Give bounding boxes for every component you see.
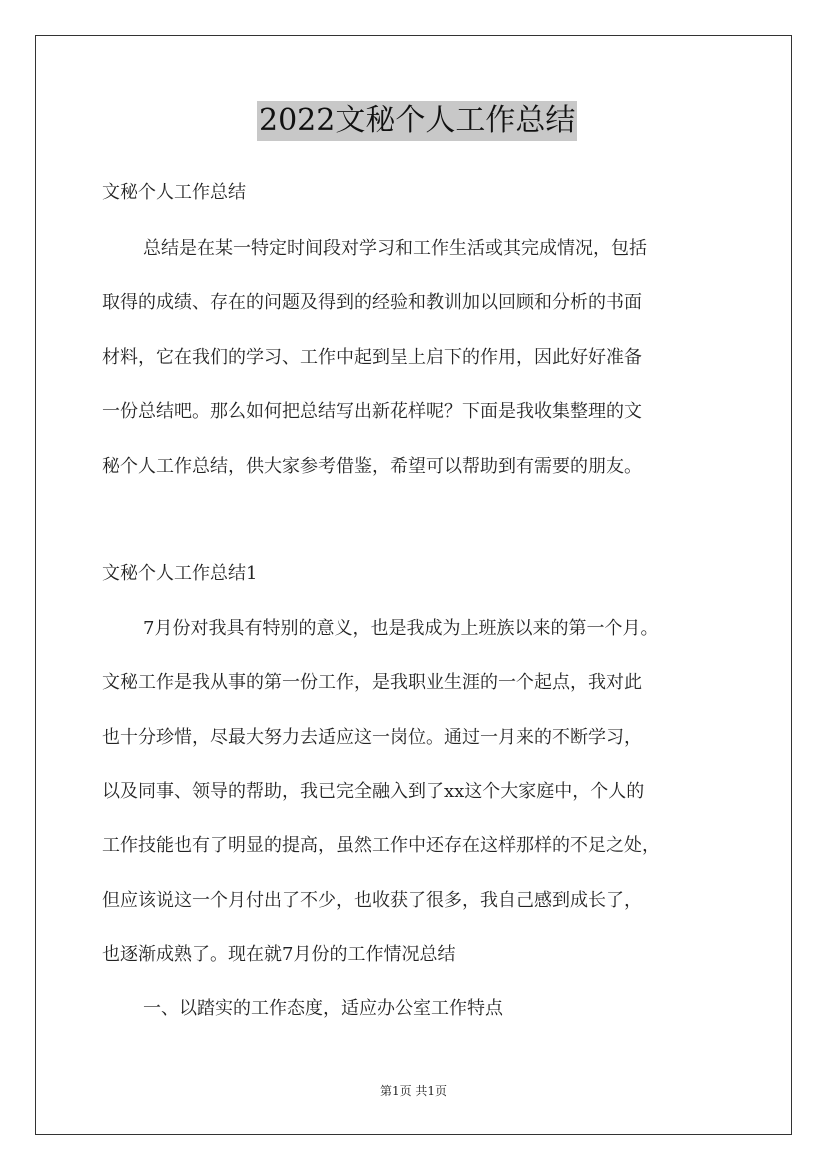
paragraph-line: 一份总结吧。那么如何把总结写出新花样呢？下面是我收集整理的文 <box>102 401 642 422</box>
paragraph-line: 秘个人工作总结，供大家参考借鉴，希望可以帮助到有需要的朋友。 <box>102 456 642 477</box>
section-heading: 文秘个人工作总结 <box>102 182 246 203</box>
subsection-heading: 一、以踏实的工作态度，适应办公室工作特点 <box>143 998 503 1019</box>
paragraph-line: 但应该说这一个月付出了不少，也收获了很多，我自己感到成长了， <box>102 890 642 911</box>
paragraph-line: 工作技能也有了明显的提高，虽然工作中还存在这样那样的不足之处， <box>102 835 660 856</box>
paragraph-line: 材料，它在我们的学习、工作中起到呈上启下的作用，因此好好准备 <box>102 347 642 368</box>
paragraph-line: 总结是在某一特定时间段对学习和工作生活或其完成情况，包括 <box>143 238 647 259</box>
page-number-footer: 第1页 共1页 <box>379 1084 448 1098</box>
paragraph-line: 以及同事、领导的帮助，我已完全融入到了xx这个大家庭中，个人的 <box>102 781 645 802</box>
document-title: 2022文秘个人工作总结 <box>257 101 577 141</box>
paragraph-line: 也十分珍惜，尽最大努力去适应这一岗位。通过一月来的不断学习， <box>102 727 642 748</box>
paragraph-line: 文秘工作是我从事的第一份工作，是我职业生涯的一个起点，我对此 <box>102 672 642 693</box>
paragraph-line: 7月份对我具有特别的意义，也是我成为上班族以来的第一个月。 <box>143 618 659 639</box>
paragraph-line: 取得的成绩、存在的问题及得到的经验和教训加以回顾和分析的书面 <box>102 292 642 313</box>
section-heading: 文秘个人工作总结1 <box>102 563 258 584</box>
paragraph-line: 也逐渐成熟了。现在就7月份的工作情况总结 <box>102 944 456 965</box>
